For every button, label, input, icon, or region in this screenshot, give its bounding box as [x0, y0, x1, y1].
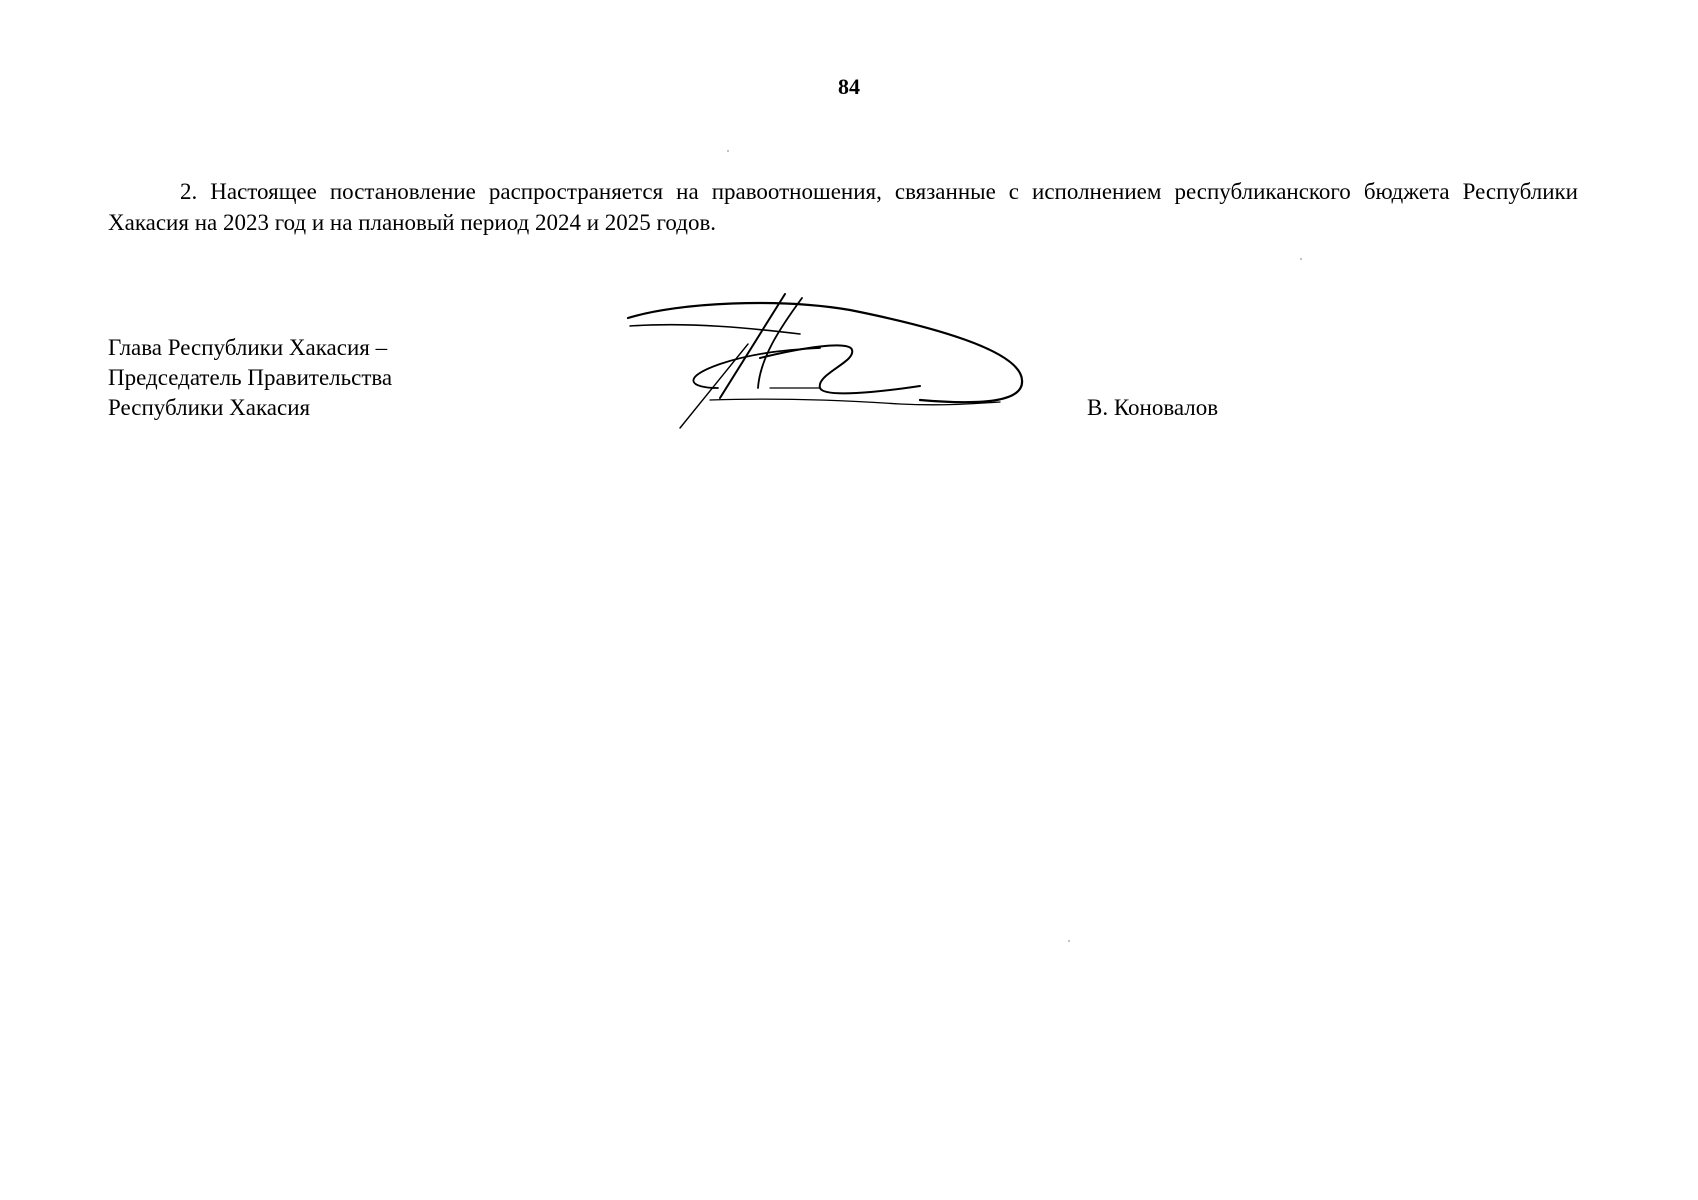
paragraph-line-1: 2. Настоящее постановление распространяется на правоотношения, связанные с исполнением республиканского бюджета: [180, 179, 1450, 204]
signatory-title-line-1: Глава Республики Хакасия –: [108, 335, 388, 360]
paragraph-line-2: Республики Хакасия на 2023 год и на плановый период 2024 и 2025 годов.: [108, 179, 1578, 235]
scan-speck: [1068, 940, 1070, 942]
signatory-title: [108, 333, 392, 423]
signatory-title-line-2: Председатель Правительства: [108, 365, 393, 390]
signatory-name: В. Коновалов: [1087, 395, 1219, 420]
body-paragraph: [108, 176, 1578, 238]
scan-speck: [727, 150, 729, 152]
scan-speck: [1300, 258, 1302, 260]
signatory-title-line-3: Республики Хакасия: [108, 395, 311, 420]
handwritten-signature: [620, 288, 1040, 438]
page-number: 84: [838, 74, 860, 99]
